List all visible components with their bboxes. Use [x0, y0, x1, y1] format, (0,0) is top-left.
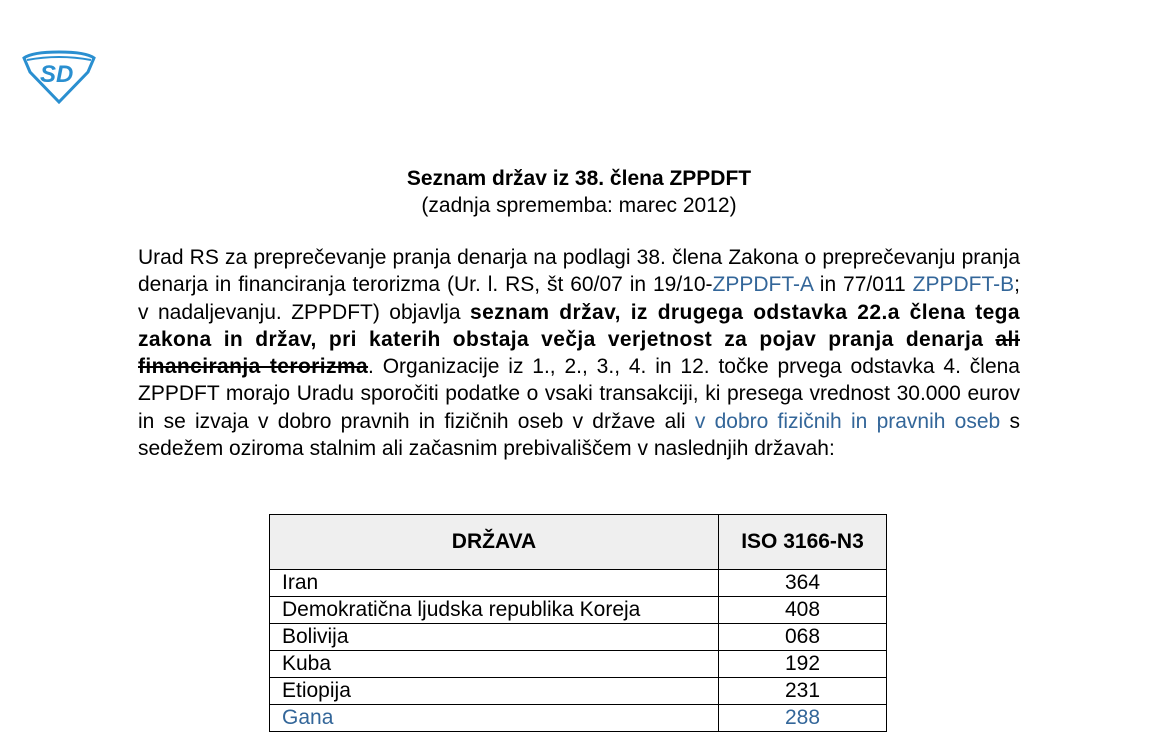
iso-cell: 068 — [719, 624, 887, 651]
header-country: DRŽAVA — [270, 515, 719, 570]
paragraph-text: Urad RS za preprečevanje pranja denarja na podlagi 38. člena Zakona o preprečevanju pranja denarja in financiranja terorizma (Ur. l. RS, št 60/07 in 19/10- — [138, 246, 1020, 297]
iso-cell: 288 — [719, 705, 887, 732]
paragraph-struck-text: ali financiranja terorizma — [138, 327, 1020, 379]
table-header-row — [270, 515, 887, 570]
zppdft-a-link[interactable]: ZPPDFT-A — [712, 273, 813, 297]
paragraph-text: s sedežem oziroma stalnim ali začasnim prebivališčem v naslednjih državah: — [138, 409, 1020, 461]
country-cell: Iran — [270, 570, 719, 597]
svg-text:SD: SD — [40, 61, 74, 88]
paragraph-text: in 77/011 — [812, 273, 913, 297]
paragraph-text: ; v nadaljevanju. ZPPDFT) objavlja — [138, 273, 1020, 324]
iso-cell: 192 — [719, 651, 887, 678]
country-cell: Bolivija — [270, 624, 719, 651]
paragraph-space — [983, 328, 995, 351]
paragraph-bold-text: seznam držav, iz drugega odstavka 22.a člena tega zakona in držav, pri katerih obstaja večja verjetnost za pojav pranja denarja — [138, 300, 1020, 351]
country-cell: Demokratična ljudska republika Koreja — [270, 597, 719, 624]
header-iso: ISO 3166-N3 — [719, 515, 887, 570]
country-cell: Gana — [270, 705, 719, 732]
table-row — [270, 678, 887, 705]
table-row — [270, 651, 887, 678]
table-row — [270, 624, 887, 651]
page-title: Seznam držav iz 38. člena ZPPDFT — [406, 167, 752, 190]
table-row — [270, 597, 887, 624]
document-heading — [138, 165, 1020, 219]
paragraph-text: . Organizacije iz 1., 2., 3., 4. in 12. točke prvega odstavka 4. člena ZPPDFT morajo Uradu sporočiti podatke o vsaki transakciji, ki presega vrednost 30.000 eurov in se izvaja v dobro pravnih in fizičnih oseb v države ali — [138, 355, 1020, 433]
sd-shield-logo-icon — [22, 50, 96, 104]
country-cell: Etiopija — [270, 678, 719, 705]
page-subtitle: (zadnja sprememba: marec 2012) — [421, 194, 737, 217]
country-cell: Kuba — [270, 651, 719, 678]
paragraph-blue-text: v dobro fizičnih in pravnih oseb — [694, 409, 1001, 433]
country-table — [269, 514, 887, 732]
iso-cell: 408 — [719, 597, 887, 624]
iso-cell: 231 — [719, 678, 887, 705]
table-row — [270, 705, 887, 732]
zppdft-b-link[interactable]: ZPPDFT-B — [912, 273, 1015, 297]
iso-cell: 364 — [719, 570, 887, 597]
table-row — [270, 570, 887, 597]
intro-paragraph — [138, 244, 1020, 462]
